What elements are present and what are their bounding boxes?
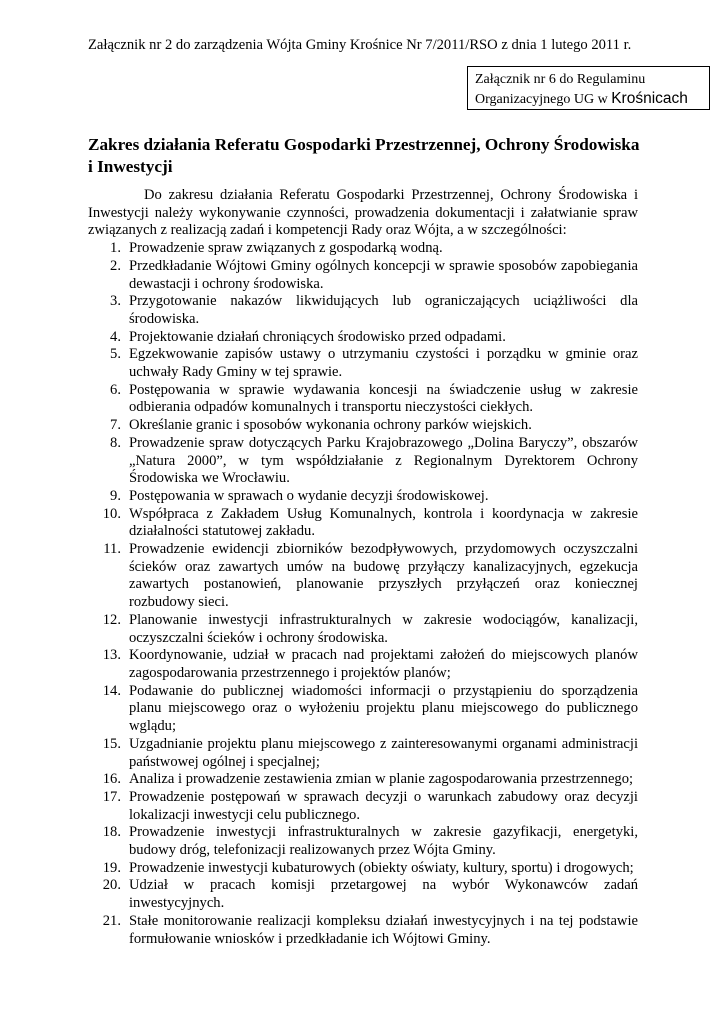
task-number: 5. xyxy=(110,346,121,363)
task-item xyxy=(88,612,638,647)
task-item xyxy=(88,293,638,328)
task-text: Określanie granic i sposobów wykonania ochrony parków wiejskich. xyxy=(129,417,532,434)
task-number: 11. xyxy=(103,541,121,558)
task-number: 8. xyxy=(110,434,121,451)
task-text: Uzgadnianie projektu planu miejscowego z zainteresowanymi organami administracji państwowej ogólnej i specjalnej; xyxy=(129,735,638,770)
annex-box-line-2-prefix: Organizacyjnego UG w xyxy=(475,92,612,107)
document-title: Zakres działania Referatu Gospodarki Przestrzennej, Ochrony Środowiska i Inwestycji xyxy=(88,135,640,176)
task-item xyxy=(88,435,638,488)
task-text: Udział w pracach komisji przetargowej na wybór Wykonawców zadań inwestycyjnych. xyxy=(129,877,638,912)
task-item xyxy=(88,683,638,736)
task-item xyxy=(88,736,638,771)
task-item xyxy=(88,506,638,541)
task-number: 9. xyxy=(110,487,121,504)
task-item xyxy=(88,382,638,417)
task-number: 6. xyxy=(110,381,121,398)
annex-header: Załącznik nr 2 do zarządzenia Wójta Gminy Krośnice Nr 7/2011/RSO z dnia 1 lutego 2011 r. xyxy=(88,37,632,53)
task-item xyxy=(88,346,638,381)
task-number: 13. xyxy=(102,647,121,664)
task-item xyxy=(88,240,638,258)
task-number: 3. xyxy=(110,293,121,310)
task-text: Przygotowanie nakazów likwidujących lub ograniczających uciążliwości dla środowiska. xyxy=(129,293,638,327)
task-number: 12. xyxy=(102,611,121,628)
task-text: Postępowania w sprawach o wydanie decyzji środowiskowej. xyxy=(129,487,489,504)
task-text: Postępowania w sprawie wydawania koncesji na świadczenie usług w zakresie odbierania odpadów komunalnych i transportu nieczystości ciekłych. xyxy=(129,381,638,416)
annex-box-line-2 xyxy=(475,89,709,109)
task-number: 7. xyxy=(110,417,121,434)
task-item xyxy=(88,824,638,859)
task-item xyxy=(88,789,638,824)
task-text: Przedkładanie Wójtowi Gminy ogólnych koncepcji w sprawie sposobów zapobiegania dewastacji i ochrony środowiska. xyxy=(129,257,638,292)
task-item xyxy=(88,258,638,293)
task-text: Prowadzenie postępowań w sprawach decyzji o warunkach zabudowy oraz decyzji lokalizacji inwestycji celu publicznego. xyxy=(129,788,638,823)
task-number: 20. xyxy=(102,877,121,894)
task-number: 15. xyxy=(102,735,121,752)
task-number: 4. xyxy=(110,328,121,345)
task-text: Współpraca z Zakładem Usług Komunalnych, kontrola i koordynacja w zakresie działalności statutowej zakładu. xyxy=(129,505,638,540)
task-text: Planowanie inwestycji infrastrukturalnych w zakresie wodociągów, kanalizacji, oczyszczalni ścieków i ochrony środowiska. xyxy=(129,611,638,646)
annex-box xyxy=(467,66,710,110)
task-item xyxy=(88,647,638,682)
task-text: Analiza i prowadzenie zestawienia zmian w planie zagospodarowania przestrzennego; xyxy=(129,771,634,788)
task-list xyxy=(88,240,638,948)
task-number: 21. xyxy=(102,912,121,929)
task-text: Prowadzenie inwestycji infrastrukturalnych w zakresie gazyfikacji, energetyki, budowy dróg, telefonizacji realizowanych przez Wójta Gminy. xyxy=(129,824,638,859)
task-number: 14. xyxy=(102,682,121,699)
task-text: Egzekwowanie zapisów ustawy o utrzymaniu czystości i porządku w gminie oraz uchwały Rady Gminy w tej sprawie. xyxy=(129,346,638,381)
task-item xyxy=(88,541,638,612)
task-text: Stałe monitorowanie realizacji kompleksu działań inwestycyjnych i na tej podstawie formułowanie wniosków i przedkładanie ich Wójtowi Gminy. xyxy=(129,912,638,947)
task-number: 16. xyxy=(102,771,121,788)
task-number: 19. xyxy=(102,859,121,876)
intro-paragraph: Do zakresu działania Referatu Gospodarki Przestrzennej, Ochrony Środowiska i Inwestycji należy wykonywanie czynności, prowadzenia dokumentacji i załatwianie spraw związanych z realizacją zadań i kompetencji Rady oraz Wójta, a w szczególności: xyxy=(88,187,638,239)
task-item xyxy=(88,860,638,878)
task-item xyxy=(88,771,638,789)
annex-box-place: Krośnicach xyxy=(611,90,688,107)
task-text: Prowadzenie spraw związanych z gospodarką wodną. xyxy=(129,240,443,257)
document-body xyxy=(88,187,638,948)
task-text: Podawanie do publicznej wiadomości informacji o przystąpieniu do sporządzenia planu miejscowego oraz o wyłożeniu projektu planu miejscowego do publicznego wglądu; xyxy=(129,682,638,735)
task-item xyxy=(88,329,638,347)
task-item xyxy=(88,417,638,435)
task-text: Projektowanie działań chroniących środowisko przed odpadami. xyxy=(129,328,506,345)
task-number: 10. xyxy=(102,505,121,522)
task-number: 17. xyxy=(102,788,121,805)
task-text: Prowadzenie ewidencji zbiorników bezodpływowych, przydomowych oczyszczalni ścieków oraz zawartych umów na budowę przyłączy kanalizacyjnych, egzekucja zawartych postanowień, planowanie przyszłych przyłączeń oraz koniecznej rozbudowy sieci. xyxy=(129,541,638,611)
task-text: Prowadzenie inwestycji kubaturowych (obiekty oświaty, kultury, sportu) i drogowych; xyxy=(129,859,634,876)
task-text: Koordynowanie, udział w pracach nad projektami założeń do miejscowych planów zagospodarowania przestrzennego i projektów planów; xyxy=(129,647,638,681)
task-item xyxy=(88,913,638,948)
task-number: 1. xyxy=(110,240,121,257)
task-number: 18. xyxy=(102,824,121,841)
task-number: 2. xyxy=(110,257,121,274)
task-item xyxy=(88,877,638,912)
task-text: Prowadzenie spraw dotyczących Parku Krajobrazowego „Dolina Baryczy”, obszarów „Natura 2000”, w tym współdziałanie z Regionalnym Dyrektorem Ochrony Środowiska we Wrocławiu. xyxy=(129,434,638,487)
task-item xyxy=(88,488,638,506)
annex-box-line-1: Załącznik nr 6 do Regulaminu xyxy=(475,72,646,87)
